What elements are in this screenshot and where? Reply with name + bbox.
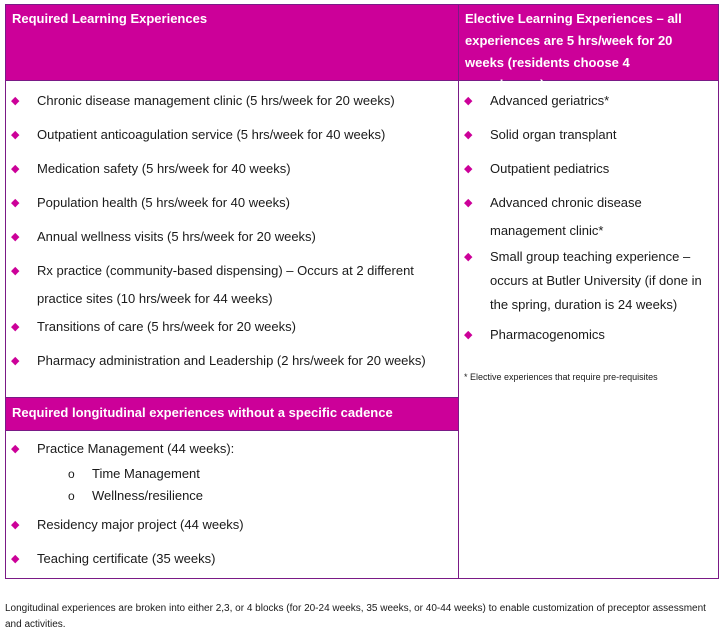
diamond-bullet-icon: ◆ bbox=[11, 231, 20, 243]
diamond-bullet-icon: ◆ bbox=[11, 129, 20, 141]
list-item: ◆ Chronic disease management clinic (5 hrs/week for 20 weeks) bbox=[6, 87, 458, 115]
circle-bullet-icon: o bbox=[68, 489, 75, 503]
diamond-bullet-icon: ◆ bbox=[11, 321, 20, 333]
list-item: ◆ Transitions of care (5 hrs/week for 20 weeks) bbox=[6, 313, 458, 341]
sub-list-item: o Wellness/resilience bbox=[37, 485, 458, 507]
diamond-bullet-icon: ◆ bbox=[11, 553, 20, 565]
diamond-bullet-icon: ◆ bbox=[464, 329, 473, 341]
learning-experiences-table bbox=[5, 4, 719, 579]
list-item: ◆ Population health (5 hrs/week for 40 weeks) bbox=[6, 189, 458, 217]
elective-list bbox=[459, 87, 718, 349]
diamond-bullet-icon: ◆ bbox=[11, 265, 20, 277]
longitudinal-header: Required longitudinal experiences without a specific cadence bbox=[6, 397, 458, 431]
elective-header: Elective Learning Experiences – all experiences are 5 hrs/week for 20 weeks (residents choose 4 experiences). bbox=[459, 5, 718, 81]
required-list bbox=[6, 87, 458, 375]
diamond-bullet-icon: ◆ bbox=[464, 129, 473, 141]
diamond-bullet-icon: ◆ bbox=[11, 443, 20, 455]
diamond-bullet-icon: ◆ bbox=[464, 163, 473, 175]
list-item: ◆ Advanced chronic disease management clinic* bbox=[459, 189, 718, 245]
diamond-bullet-icon: ◆ bbox=[464, 197, 473, 209]
list-item: ◆ Teaching certificate (35 weeks) bbox=[6, 545, 458, 573]
list-item: ◆ Small group teaching experience – occurs at Butler University (if done in the spring, duration is 24 weeks) bbox=[459, 245, 718, 317]
list-item: ◆ Solid organ transplant bbox=[459, 121, 718, 149]
footer-note: Longitudinal experiences are broken into either 2,3, or 4 blocks (for 20-24 weeks, 35 weeks, or 40-44 weeks) to enable customization of preceptor assessment and activities. bbox=[5, 603, 706, 630]
diamond-bullet-icon: ◆ bbox=[11, 163, 20, 175]
diamond-bullet-icon: ◆ bbox=[464, 251, 473, 263]
diamond-bullet-icon: ◆ bbox=[11, 95, 20, 107]
required-header: Required Learning Experiences bbox=[6, 5, 458, 81]
sub-list bbox=[37, 463, 458, 507]
list-item: ◆ Advanced geriatrics* bbox=[459, 87, 718, 115]
circle-bullet-icon: o bbox=[68, 467, 75, 481]
elective-footnote: * Elective experiences that require pre-requisites bbox=[464, 372, 658, 382]
list-item: ◆ Outpatient pediatrics bbox=[459, 155, 718, 183]
list-item: ◆ Practice Management (44 weeks): o Time Management o Wellness/resilience bbox=[6, 435, 458, 507]
sub-list-item: o Time Management bbox=[37, 463, 458, 485]
list-item: ◆ Residency major project (44 weeks) bbox=[6, 511, 458, 539]
diamond-bullet-icon: ◆ bbox=[11, 197, 20, 209]
diamond-bullet-icon: ◆ bbox=[11, 519, 20, 531]
list-item: ◆ Outpatient anticoagulation service (5 hrs/week for 40 weeks) bbox=[6, 121, 458, 149]
diamond-bullet-icon: ◆ bbox=[464, 95, 473, 107]
list-item: ◆ Medication safety (5 hrs/week for 40 weeks) bbox=[6, 155, 458, 183]
list-item: ◆ Rx practice (community-based dispensing) – Occurs at 2 different practice sites (10 hrs/week for 44 weeks) bbox=[6, 257, 458, 313]
list-item: ◆ Annual wellness visits (5 hrs/week for 20 weeks) bbox=[6, 223, 458, 251]
list-item: ◆ Pharmacogenomics bbox=[459, 321, 718, 349]
diamond-bullet-icon: ◆ bbox=[11, 355, 20, 367]
longitudinal-list bbox=[6, 435, 458, 573]
list-item: ◆ Pharmacy administration and Leadership (2 hrs/week for 20 weeks) bbox=[6, 347, 458, 375]
